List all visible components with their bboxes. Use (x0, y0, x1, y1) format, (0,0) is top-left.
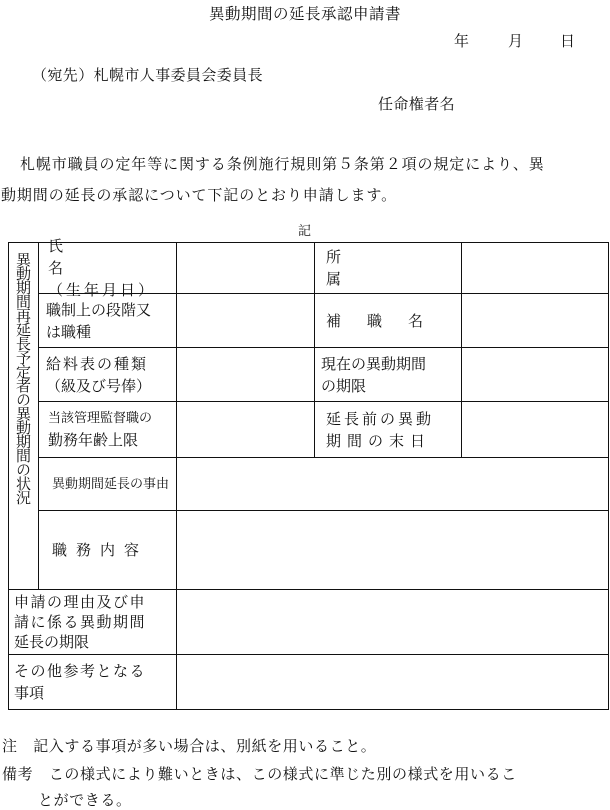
ki-marker: 記 (298, 224, 312, 239)
extension-reason-label (52, 462, 174, 508)
note-1: 注 記入する事項が多い場合は、別紙を用いること。 (2, 737, 377, 755)
application-form-table (8, 237, 609, 710)
other-reference-label (14, 657, 174, 707)
salary-scale-label (46, 352, 174, 398)
post-label-text: 補職名 (326, 312, 450, 330)
affiliation-label (326, 246, 452, 290)
application-reason-line-3: 延長の期限 (14, 633, 90, 651)
reason-label-text: 異動期間延長の事由 (52, 477, 170, 492)
other-line-1: その他参考となる (14, 662, 147, 680)
other-line-2: 事項 (14, 684, 45, 702)
table-border-left (8, 242, 9, 710)
affiliation-label-char-2: 属 (326, 270, 342, 288)
appointer-name-label: 任命権者名 (378, 95, 456, 113)
duties-label-text: 職務内容 (52, 541, 149, 559)
document-title: 異動期間の延長承認申請書 (208, 5, 401, 23)
name-label-char-2: 名 (48, 259, 64, 277)
current-period-deadline-label (321, 352, 459, 398)
table-border-right (608, 242, 609, 710)
row-divider-4 (38, 457, 609, 458)
current-period-line-1: 現在の異動期間 (321, 355, 427, 373)
application-reason-label (14, 592, 174, 652)
end-before-line-1: 延長前の異動 (326, 410, 435, 428)
date-day: 日 (560, 32, 576, 50)
date-month: 月 (508, 32, 524, 50)
post-title-label (326, 298, 452, 344)
name-label-char-1: 氏 (48, 237, 64, 255)
application-reason-line-1: 申請の理由及び申 (14, 593, 147, 611)
age-limit-label (48, 406, 174, 454)
date-year: 年 (454, 32, 470, 50)
row-divider-3 (38, 401, 609, 402)
duties-label (52, 514, 174, 586)
addressee: （宛先）札幌市人事委員会委員長 (32, 66, 264, 84)
label-column-divider (176, 242, 177, 710)
remarks-line-2: とができる。 (38, 791, 132, 809)
affiliation-label-char-1: 所 (326, 248, 342, 266)
side-label-status: 異動期間再延長予定者の異動期間の状況 (14, 252, 32, 504)
table-border-bottom (8, 709, 609, 710)
salary-label-line-1: 給料表の種類 (46, 355, 149, 373)
body-text-line-1: 札幌市職員の定年等に関する条例施行規則第５条第２項の規定により、異 (20, 155, 545, 173)
row-divider-6 (8, 589, 609, 590)
middle-column-divider (314, 242, 315, 457)
row-divider-2 (38, 347, 609, 348)
current-period-line-2: の期限 (321, 377, 367, 395)
salary-label-line-2: （級及び号俸） (46, 377, 152, 395)
birthdate-label: （生年月日） (48, 281, 157, 299)
row-divider-7 (8, 654, 609, 655)
body-text-line-2: 動期間の延長の承認について下記のとおり申請します。 (1, 186, 398, 204)
age-limit-line-2: 勤務年齢上限 (48, 431, 139, 449)
right-label-divider (461, 242, 462, 457)
application-reason-line-2: 請に係る異動期間 (14, 613, 147, 631)
date-line (454, 30, 575, 51)
rank-label-line-1: 職制上の段階又 (46, 301, 152, 319)
rank-or-job-type-label (46, 298, 174, 344)
rank-label-line-2: は職種 (46, 323, 92, 341)
age-limit-line-1: 当該管理監督職の (48, 411, 153, 426)
name-birthdate-label (48, 237, 170, 299)
row-divider-5 (38, 510, 609, 511)
end-before-line-2: 期間の末日 (326, 432, 432, 450)
side-label-divider (38, 242, 39, 589)
end-before-extension-label (326, 406, 456, 454)
remarks-line-1: 備考 この様式により難いときは、この様式に準じた別の様式を用いるこ (2, 765, 517, 783)
